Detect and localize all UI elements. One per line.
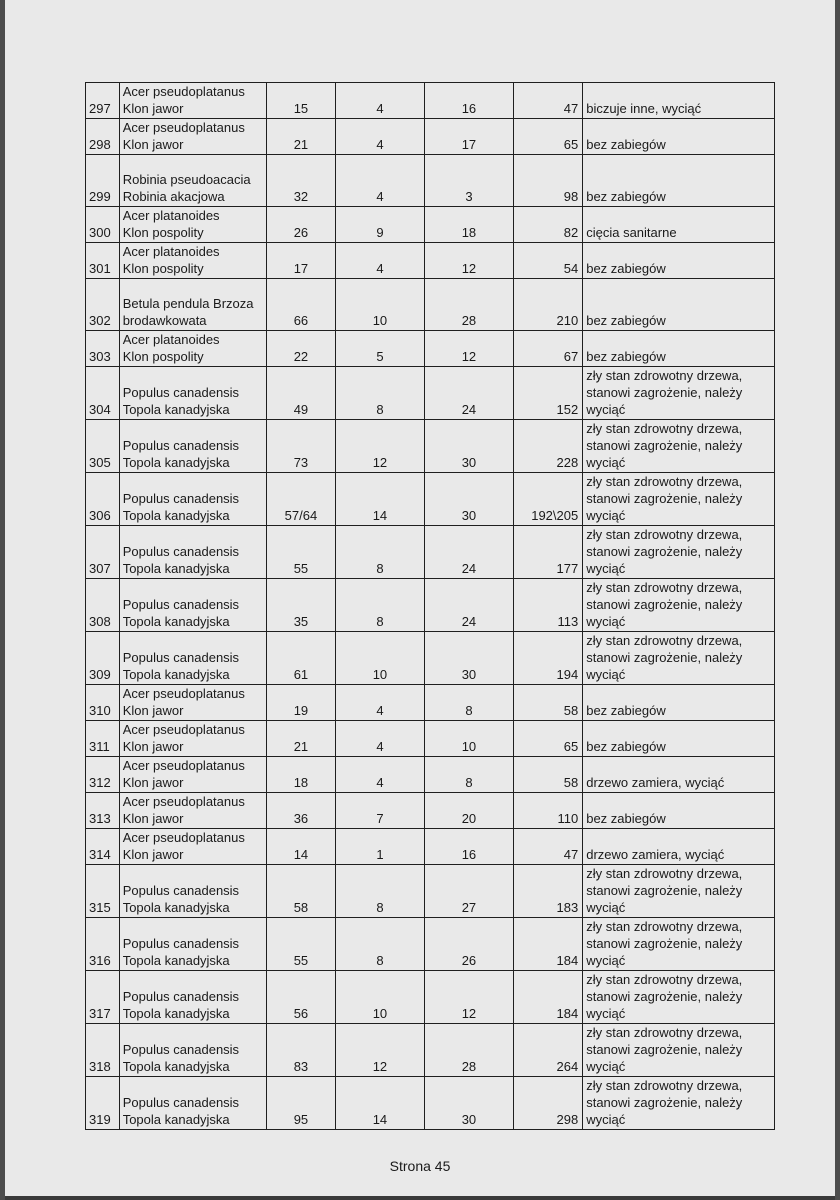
species-text: Acer platanoides Klon pospolity [122, 244, 220, 276]
tree-height-cell: 28 [425, 1024, 513, 1077]
measurement-cell: 184 [513, 971, 583, 1024]
tree-height-cell: 24 [425, 579, 513, 632]
species-text: Acer pseudoplatanus Klon jawor [122, 120, 245, 152]
tree-height-cell: 30 [425, 473, 513, 526]
measurement-cell: 298 [513, 1077, 583, 1130]
trunk-circumference-cell: 35 [267, 579, 335, 632]
crown-diameter-cell: 5 [335, 331, 425, 367]
remarks-cell [583, 207, 775, 243]
crown-diameter-cell: 10 [335, 632, 425, 685]
tree-number-cell: 309 [86, 632, 120, 685]
remark-text: bez zabiegów [586, 261, 666, 276]
remark-text: cięcia sanitarne [586, 225, 677, 240]
tree-height-cell: 30 [425, 1077, 513, 1130]
trunk-circumference-cell: 21 [267, 721, 335, 757]
remark-text: biczuje inne, wyciąć [586, 101, 702, 116]
tree-inventory-table [85, 82, 775, 1130]
trunk-circumference-cell: 56 [267, 971, 335, 1024]
trunk-circumference-cell: 26 [267, 207, 335, 243]
table-row [86, 367, 775, 420]
crown-diameter-cell: 4 [335, 243, 425, 279]
trunk-circumference-cell: 49 [267, 367, 335, 420]
crown-diameter-cell: 7 [335, 793, 425, 829]
measurement-cell: 110 [513, 793, 583, 829]
remarks-cell [583, 685, 775, 721]
crown-diameter-cell: 10 [335, 971, 425, 1024]
crown-diameter-cell: 1 [335, 829, 425, 865]
measurement-cell: 210 [513, 279, 583, 331]
remarks-cell [583, 526, 775, 579]
trunk-circumference-cell: 32 [267, 155, 335, 207]
species-name-cell [119, 279, 266, 331]
tree-number-cell: 316 [86, 918, 120, 971]
remarks-cell [583, 367, 775, 420]
remark-text: zły stan zdrowotny drzewa, stanowi zagrożenie, należy wyciąć [586, 368, 743, 417]
tree-number-cell: 317 [86, 971, 120, 1024]
crown-diameter-cell: 8 [335, 367, 425, 420]
species-text: Acer platanoides Klon pospolity [122, 332, 220, 364]
remark-text: bez zabiegów [586, 739, 666, 754]
remark-text: bez zabiegów [586, 349, 666, 364]
tree-number-cell: 299 [86, 155, 120, 207]
crown-diameter-cell: 14 [335, 473, 425, 526]
species-name-cell [119, 119, 266, 155]
tree-number-cell: 303 [86, 331, 120, 367]
trunk-circumference-cell: 15 [267, 83, 335, 119]
species-name-cell [119, 829, 266, 865]
tree-height-cell: 20 [425, 793, 513, 829]
remark-text: drzewo zamiera, wyciąć [586, 847, 725, 862]
species-text: Populus canadensis Topola kanadyjska [122, 989, 240, 1021]
crown-diameter-cell: 8 [335, 865, 425, 918]
table-row [86, 1024, 775, 1077]
tree-height-cell: 30 [425, 632, 513, 685]
remark-text: zły stan zdrowotny drzewa, stanowi zagrożenie, należy wyciąć [586, 421, 743, 470]
measurement-cell: 58 [513, 757, 583, 793]
tree-height-cell: 12 [425, 331, 513, 367]
species-name-cell [119, 971, 266, 1024]
table-row [86, 865, 775, 918]
remarks-cell [583, 865, 775, 918]
trunk-circumference-cell: 73 [267, 420, 335, 473]
remark-text: bez zabiegów [586, 313, 666, 328]
measurement-cell: 65 [513, 721, 583, 757]
tree-number-cell: 307 [86, 526, 120, 579]
remarks-cell [583, 1077, 775, 1130]
measurement-cell: 192\205 [513, 473, 583, 526]
remarks-cell [583, 279, 775, 331]
remark-text: drzewo zamiera, wyciąć [586, 775, 725, 790]
remarks-cell [583, 473, 775, 526]
tree-number-cell: 313 [86, 793, 120, 829]
table-row [86, 579, 775, 632]
tree-number-cell: 315 [86, 865, 120, 918]
remarks-cell [583, 155, 775, 207]
species-name-cell [119, 83, 266, 119]
tree-number-cell: 308 [86, 579, 120, 632]
table-row [86, 721, 775, 757]
remark-text: zły stan zdrowotny drzewa, stanowi zagrożenie, należy wyciąć [586, 1078, 743, 1127]
species-text: Populus canadensis Topola kanadyjska [122, 1095, 240, 1127]
trunk-circumference-cell: 66 [267, 279, 335, 331]
measurement-cell: 67 [513, 331, 583, 367]
tree-number-cell: 314 [86, 829, 120, 865]
trunk-circumference-cell: 95 [267, 1077, 335, 1130]
species-name-cell [119, 473, 266, 526]
species-text: Populus canadensis Topola kanadyjska [122, 491, 240, 523]
remark-text: zły stan zdrowotny drzewa, stanowi zagrożenie, należy wyciąć [586, 633, 743, 682]
tree-number-cell: 302 [86, 279, 120, 331]
measurement-cell: 98 [513, 155, 583, 207]
tree-height-cell: 26 [425, 918, 513, 971]
species-name-cell [119, 793, 266, 829]
crown-diameter-cell: 4 [335, 83, 425, 119]
tree-number-cell: 319 [86, 1077, 120, 1130]
remarks-cell [583, 793, 775, 829]
remarks-cell [583, 331, 775, 367]
species-text: Populus canadensis Topola kanadyjska [122, 1042, 240, 1074]
remark-text: zły stan zdrowotny drzewa, stanowi zagrożenie, należy wyciąć [586, 474, 743, 523]
remark-text: zły stan zdrowotny drzewa, stanowi zagrożenie, należy wyciąć [586, 580, 743, 629]
species-name-cell [119, 367, 266, 420]
species-name-cell [119, 579, 266, 632]
species-name-cell [119, 207, 266, 243]
trunk-circumference-cell: 57/64 [267, 473, 335, 526]
crown-diameter-cell: 12 [335, 1024, 425, 1077]
trunk-circumference-cell: 58 [267, 865, 335, 918]
measurement-cell: 58 [513, 685, 583, 721]
tree-height-cell: 8 [425, 757, 513, 793]
remark-text: bez zabiegów [586, 811, 666, 826]
species-text: Populus canadensis Topola kanadyjska [122, 936, 240, 968]
tree-number-cell: 301 [86, 243, 120, 279]
remark-text: bez zabiegów [586, 703, 666, 718]
crown-diameter-cell: 12 [335, 420, 425, 473]
remarks-cell [583, 632, 775, 685]
table-row [86, 207, 775, 243]
crown-diameter-cell: 8 [335, 579, 425, 632]
crown-diameter-cell: 4 [335, 685, 425, 721]
tree-height-cell: 16 [425, 829, 513, 865]
species-name-cell [119, 632, 266, 685]
trunk-circumference-cell: 83 [267, 1024, 335, 1077]
measurement-cell: 177 [513, 526, 583, 579]
trunk-circumference-cell: 14 [267, 829, 335, 865]
trunk-circumference-cell: 17 [267, 243, 335, 279]
measurement-cell: 184 [513, 918, 583, 971]
species-name-cell [119, 918, 266, 971]
remark-text: zły stan zdrowotny drzewa, stanowi zagrożenie, należy wyciąć [586, 1025, 743, 1074]
tree-number-cell: 310 [86, 685, 120, 721]
table-row [86, 1077, 775, 1130]
tree-height-cell: 18 [425, 207, 513, 243]
table-row [86, 83, 775, 119]
table-row [86, 279, 775, 331]
table-row [86, 243, 775, 279]
species-name-cell [119, 331, 266, 367]
table-row [86, 155, 775, 207]
species-text: Acer pseudoplatanus Klon jawor [122, 758, 245, 790]
table-row [86, 420, 775, 473]
trunk-circumference-cell: 55 [267, 918, 335, 971]
crown-diameter-cell: 4 [335, 721, 425, 757]
measurement-cell: 47 [513, 829, 583, 865]
tree-number-cell: 297 [86, 83, 120, 119]
trunk-circumference-cell: 18 [267, 757, 335, 793]
remark-text: zły stan zdrowotny drzewa, stanowi zagrożenie, należy wyciąć [586, 919, 743, 968]
remarks-cell [583, 83, 775, 119]
tree-height-cell: 12 [425, 971, 513, 1024]
measurement-cell: 65 [513, 119, 583, 155]
crown-diameter-cell: 4 [335, 757, 425, 793]
remarks-cell [583, 971, 775, 1024]
remarks-cell [583, 579, 775, 632]
remark-text: zły stan zdrowotny drzewa, stanowi zagrożenie, należy wyciąć [586, 866, 743, 915]
tree-height-cell: 28 [425, 279, 513, 331]
species-text: Robinia pseudoacacia Robinia akacjowa [122, 172, 251, 204]
crown-diameter-cell: 4 [335, 155, 425, 207]
remark-text: zły stan zdrowotny drzewa, stanowi zagrożenie, należy wyciąć [586, 972, 743, 1021]
measurement-cell: 47 [513, 83, 583, 119]
species-name-cell [119, 865, 266, 918]
crown-diameter-cell: 9 [335, 207, 425, 243]
species-text: Acer pseudoplatanus Klon jawor [122, 794, 245, 826]
species-name-cell [119, 243, 266, 279]
measurement-cell: 54 [513, 243, 583, 279]
remarks-cell [583, 420, 775, 473]
table-row [86, 685, 775, 721]
remark-text: bez zabiegów [586, 137, 666, 152]
species-text: Populus canadensis Topola kanadyjska [122, 597, 240, 629]
measurement-cell: 228 [513, 420, 583, 473]
trunk-circumference-cell: 19 [267, 685, 335, 721]
trunk-circumference-cell: 21 [267, 119, 335, 155]
tree-number-cell: 298 [86, 119, 120, 155]
species-name-cell [119, 526, 266, 579]
measurement-cell: 264 [513, 1024, 583, 1077]
species-text: Acer pseudoplatanus Klon jawor [122, 722, 245, 754]
tree-number-cell: 305 [86, 420, 120, 473]
tree-height-cell: 27 [425, 865, 513, 918]
species-text: Acer pseudoplatanus Klon jawor [122, 830, 245, 862]
tree-number-cell: 304 [86, 367, 120, 420]
tree-number-cell: 311 [86, 721, 120, 757]
crown-diameter-cell: 8 [335, 526, 425, 579]
species-name-cell [119, 420, 266, 473]
species-name-cell [119, 757, 266, 793]
tree-number-cell: 300 [86, 207, 120, 243]
trunk-circumference-cell: 36 [267, 793, 335, 829]
species-text: Populus canadensis Topola kanadyjska [122, 650, 240, 682]
species-text: Acer pseudoplatanus Klon jawor [122, 84, 245, 116]
remarks-cell [583, 721, 775, 757]
table-row [86, 829, 775, 865]
species-text: Betula pendula Brzoza brodawkowata [122, 296, 254, 328]
remarks-cell [583, 829, 775, 865]
measurement-cell: 113 [513, 579, 583, 632]
species-text: Acer platanoides Klon pospolity [122, 208, 220, 240]
tree-number-cell: 306 [86, 473, 120, 526]
remark-text: zły stan zdrowotny drzewa, stanowi zagrożenie, należy wyciąć [586, 527, 743, 576]
crown-diameter-cell: 4 [335, 119, 425, 155]
species-text: Populus canadensis Topola kanadyjska [122, 883, 240, 915]
tree-height-cell: 16 [425, 83, 513, 119]
species-text: Populus canadensis Topola kanadyjska [122, 438, 240, 470]
species-text: Acer pseudoplatanus Klon jawor [122, 686, 245, 718]
measurement-cell: 194 [513, 632, 583, 685]
trunk-circumference-cell: 55 [267, 526, 335, 579]
table-row [86, 331, 775, 367]
table-row [86, 526, 775, 579]
table-row [86, 473, 775, 526]
trunk-circumference-cell: 22 [267, 331, 335, 367]
page-number: Strona 45 [389, 1158, 451, 1174]
tree-height-cell: 10 [425, 721, 513, 757]
tree-number-cell: 318 [86, 1024, 120, 1077]
measurement-cell: 152 [513, 367, 583, 420]
crown-diameter-cell: 8 [335, 918, 425, 971]
table-row [86, 971, 775, 1024]
tree-height-cell: 24 [425, 526, 513, 579]
measurement-cell: 82 [513, 207, 583, 243]
species-name-cell [119, 685, 266, 721]
tree-height-cell: 30 [425, 420, 513, 473]
species-name-cell [119, 1077, 266, 1130]
table-row [86, 918, 775, 971]
table-row [86, 793, 775, 829]
remarks-cell [583, 243, 775, 279]
tree-height-cell: 12 [425, 243, 513, 279]
document-page [5, 0, 835, 1200]
species-text: Populus canadensis Topola kanadyjska [122, 385, 240, 417]
table-row [86, 632, 775, 685]
species-name-cell [119, 1024, 266, 1077]
remarks-cell [583, 119, 775, 155]
table-body [86, 83, 775, 1130]
tree-height-cell: 17 [425, 119, 513, 155]
remarks-cell [583, 757, 775, 793]
table-row [86, 757, 775, 793]
trunk-circumference-cell: 61 [267, 632, 335, 685]
measurement-cell: 183 [513, 865, 583, 918]
remark-text: bez zabiegów [586, 189, 666, 204]
tree-height-cell: 24 [425, 367, 513, 420]
species-text: Populus canadensis Topola kanadyjska [122, 544, 240, 576]
tree-number-cell: 312 [86, 757, 120, 793]
remarks-cell [583, 918, 775, 971]
tree-height-cell: 3 [425, 155, 513, 207]
table-row [86, 119, 775, 155]
tree-height-cell: 8 [425, 685, 513, 721]
remarks-cell [583, 1024, 775, 1077]
crown-diameter-cell: 14 [335, 1077, 425, 1130]
crown-diameter-cell: 10 [335, 279, 425, 331]
species-name-cell [119, 155, 266, 207]
species-name-cell [119, 721, 266, 757]
